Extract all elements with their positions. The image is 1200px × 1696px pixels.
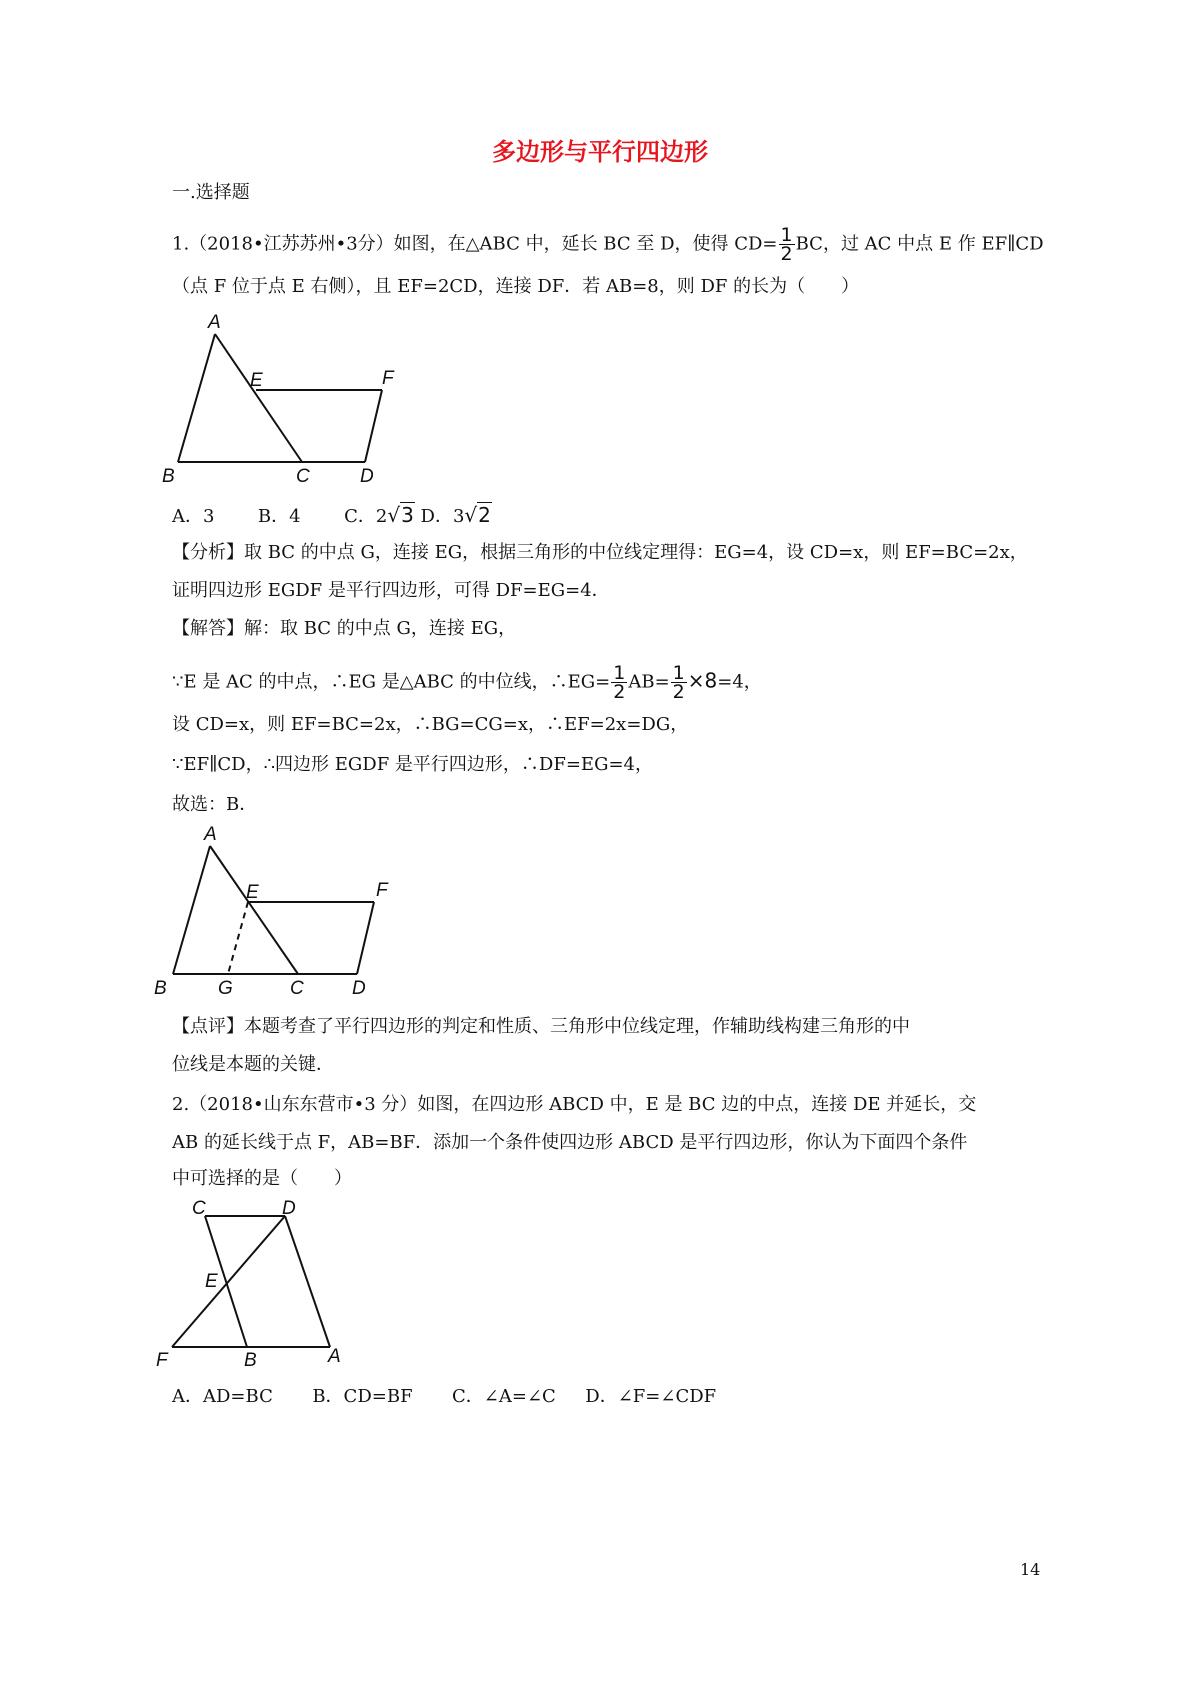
q1-solution-text-a: ∵E 是 AC 的中点，∴EG 是△ABC 的中位线，∴EG= bbox=[172, 671, 611, 693]
q1-solution-line5: 故选：B． bbox=[172, 794, 258, 815]
sqrt-symbol: √2 bbox=[464, 503, 491, 527]
q2-options bbox=[172, 1384, 716, 1410]
q2-option-a: A．AD=BC bbox=[172, 1386, 273, 1407]
q1-stem-text-a: 1.（2018•江苏苏州•3分）如图，在△ABC 中，延长 BC 至 D，使得 CD= bbox=[172, 233, 778, 255]
label-f: F bbox=[156, 1350, 168, 1371]
frac-numerator: 1 bbox=[672, 662, 685, 684]
q1-comment-line1: 【点评】本题考查了平行四边形的判定和性质、三角形中位线定理，作辅助线构建三角形的中 bbox=[172, 1016, 910, 1037]
label-c: C bbox=[296, 466, 310, 487]
q2-stem-line1: 2.（2018•山东东营市•3 分）如图，在四边形 ABCD 中，E 是 BC 边的中点，连接 DE 并延长，交 bbox=[172, 1094, 977, 1115]
label-a: A bbox=[328, 1346, 341, 1367]
label-g: G bbox=[218, 978, 233, 999]
q1-solution-line2 bbox=[172, 664, 762, 701]
frac-numerator: 1 bbox=[780, 224, 793, 246]
frac-numerator: 1 bbox=[613, 662, 626, 684]
frac-denominator: 2 bbox=[613, 681, 626, 703]
segment-ac bbox=[215, 334, 302, 462]
frac-denominator: 2 bbox=[780, 243, 793, 265]
q2-stem-line2: AB 的延长线于点 F，AB=BF．添加一个条件使四边形 ABCD 是平行四边形，你认为下面四个条件 bbox=[172, 1132, 968, 1153]
q1-solution-figure bbox=[150, 822, 410, 1002]
q1-solution-line3: 设 CD=x，则 EF=BC=2x，∴BG=CG=x，∴EF=2x=DG， bbox=[172, 714, 689, 735]
q1-solution-fraction-2 bbox=[671, 664, 687, 701]
q2-figure bbox=[150, 1194, 370, 1374]
q2-option-d: D．∠F=∠CDF bbox=[585, 1386, 717, 1407]
page-number: 14 bbox=[1020, 1560, 1041, 1579]
q1-analysis-line1: 【分析】取 BC 的中点 G，连接 EG，根据三角形的中位线定理得：EG=4，设 CD=x，则 EF=BC=2x， bbox=[172, 542, 1028, 563]
frac-denominator: 2 bbox=[672, 681, 685, 703]
q1-option-c bbox=[344, 503, 415, 527]
q1-option-c-label: C．2 bbox=[344, 506, 388, 527]
q1-analysis-line2: 证明四边形 EGDF 是平行四边形，可得 DF=EG=4． bbox=[172, 580, 610, 601]
label-e: E bbox=[205, 1271, 218, 1292]
label-b: B bbox=[162, 466, 175, 487]
q2-option-c: C．∠A=∠C bbox=[452, 1386, 556, 1407]
segment-fd bbox=[365, 390, 382, 462]
segment-ab bbox=[173, 846, 210, 974]
q1-solution-text-c: =4， bbox=[717, 671, 762, 693]
label-a: A bbox=[208, 312, 221, 333]
q1-solution-text-b: AB= bbox=[628, 671, 670, 693]
segment-fd bbox=[357, 902, 374, 974]
q1-option-a: A．3 bbox=[172, 506, 215, 527]
q1-comment-line2: 位线是本题的关键． bbox=[172, 1054, 334, 1075]
q1-stem-line1 bbox=[172, 226, 1044, 263]
q1-option-d bbox=[420, 503, 492, 527]
label-e: E bbox=[246, 882, 259, 903]
q1-figure bbox=[160, 310, 420, 490]
label-c: C bbox=[192, 1198, 206, 1219]
q1-options bbox=[172, 502, 492, 530]
q2-option-b: B．CD=BF bbox=[312, 1386, 413, 1407]
q1-solution-times: ×8 bbox=[687, 668, 718, 693]
q1-option-d-label: D．3 bbox=[420, 506, 465, 527]
label-a: A bbox=[204, 824, 217, 845]
segment-ab bbox=[178, 334, 215, 462]
label-d: D bbox=[360, 466, 374, 487]
q2-stem-line3: 中可选择的是（ ） bbox=[172, 1168, 352, 1189]
q1-option-d-radicand: 2 bbox=[478, 503, 491, 527]
q1-option-b: B．4 bbox=[257, 506, 301, 527]
q1-solution-fraction-1 bbox=[611, 664, 627, 701]
segment-eg-dashed bbox=[228, 902, 248, 974]
label-f: F bbox=[376, 880, 388, 901]
label-d: D bbox=[352, 978, 366, 999]
label-f: F bbox=[382, 368, 394, 389]
label-d: D bbox=[282, 1198, 296, 1219]
q1-solution-line4: ∵EF∥CD，∴四边形 EGDF 是平行四边形，∴DF=EG=4， bbox=[172, 754, 653, 775]
section-heading: 一.选择题 bbox=[172, 182, 250, 203]
segment-da bbox=[285, 1216, 330, 1347]
q1-stem-line2: （点 F 位于点 E 右侧），且 EF=2CD，连接 DF．若 AB=8，则 DF 的长为（ ） bbox=[172, 276, 860, 297]
q1-fraction bbox=[779, 226, 795, 263]
sqrt-symbol: √3 bbox=[387, 503, 414, 527]
label-c: C bbox=[290, 978, 304, 999]
q1-stem-text-b: BC，过 AC 中点 E 作 EF∥CD bbox=[795, 233, 1044, 255]
label-b: B bbox=[244, 1350, 257, 1371]
q1-option-c-radicand: 3 bbox=[401, 503, 414, 527]
label-b: B bbox=[154, 978, 167, 999]
page-title: 多边形与平行四边形 bbox=[492, 138, 708, 166]
label-e: E bbox=[250, 370, 263, 391]
segment-ac bbox=[210, 846, 298, 974]
q1-solution-line1: 【解答】解：取 BC 的中点 G，连接 EG， bbox=[172, 618, 517, 639]
segment-df bbox=[172, 1216, 285, 1347]
